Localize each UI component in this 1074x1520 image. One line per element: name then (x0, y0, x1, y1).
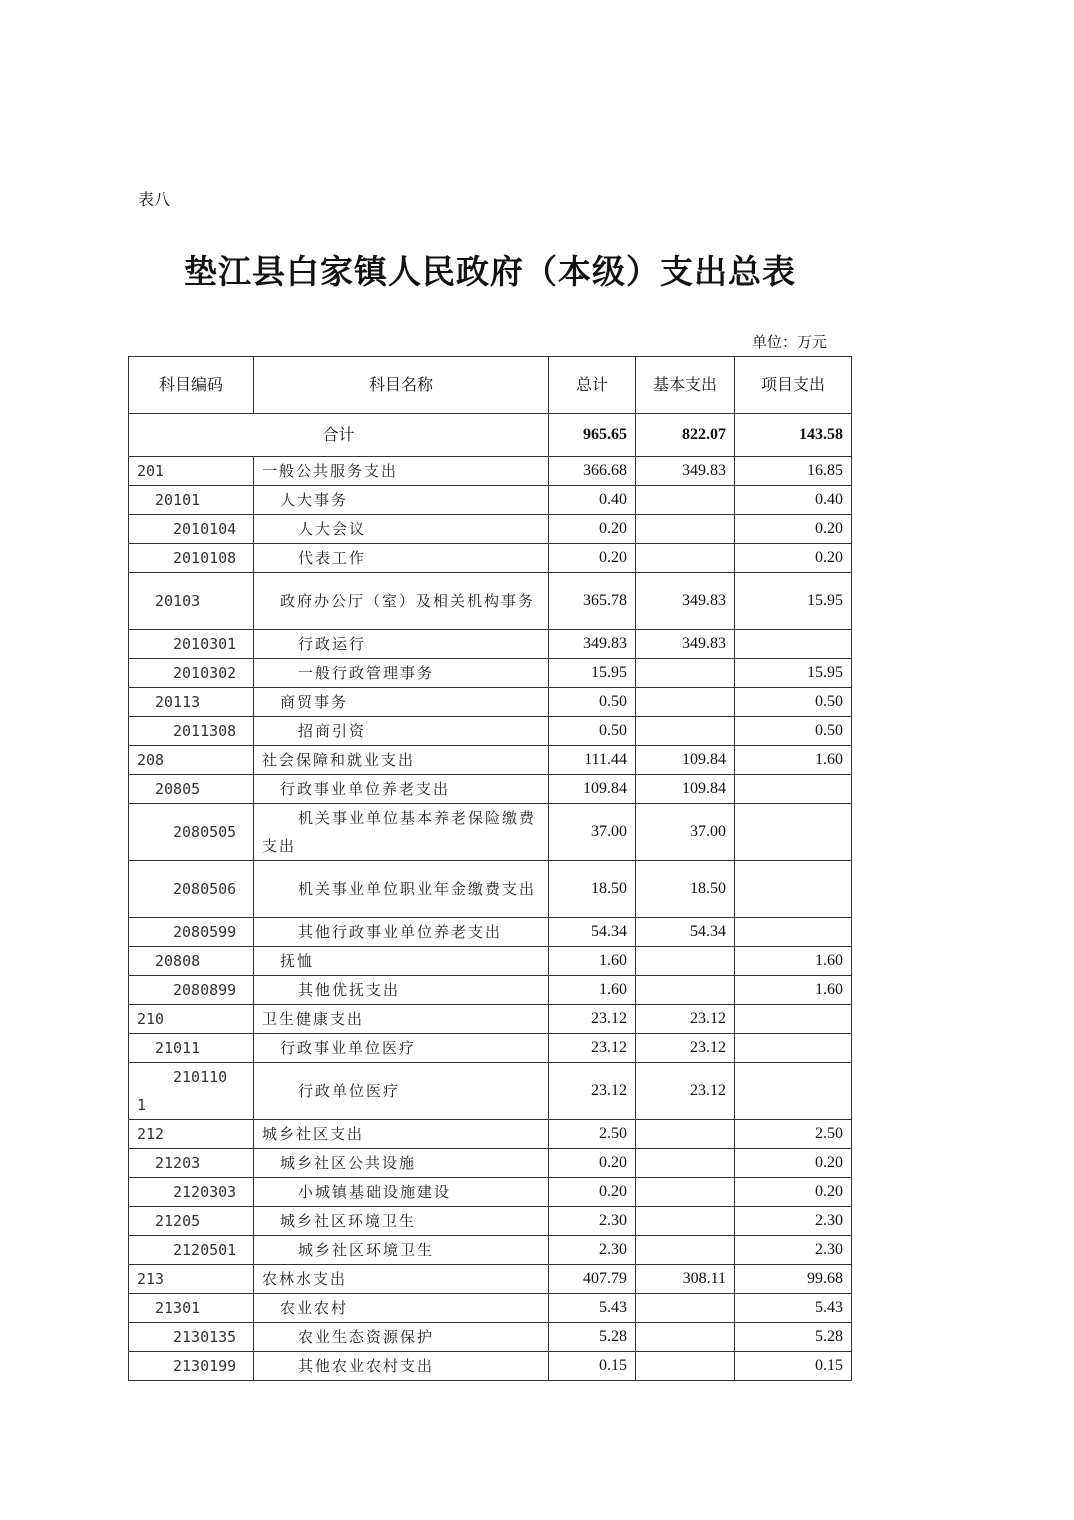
row-project: 5.43 (735, 1294, 852, 1323)
row-code: 2080506 (129, 861, 254, 918)
row-total: 2.30 (549, 1207, 636, 1236)
row-basic: 23.12 (636, 1063, 735, 1120)
row-project: 0.15 (735, 1352, 852, 1381)
table-row (129, 1034, 852, 1063)
row-project: 16.85 (735, 457, 852, 486)
row-project (735, 918, 852, 947)
row-code: 2080899 (129, 976, 254, 1005)
row-code (129, 1063, 254, 1120)
row-code: 208 (129, 746, 254, 775)
row-project: 0.20 (735, 1149, 852, 1178)
row-total: 18.50 (549, 861, 636, 918)
row-total: 407.79 (549, 1265, 636, 1294)
row-name: 小城镇基础设施建设 (254, 1178, 549, 1207)
row-name: 城乡社区支出 (254, 1120, 549, 1149)
row-name: 行政事业单位医疗 (254, 1034, 549, 1063)
row-total: 0.50 (549, 717, 636, 746)
row-project: 0.20 (735, 544, 852, 573)
table-row (129, 1149, 852, 1178)
row-total: 0.50 (549, 688, 636, 717)
row-code: 2010301 (129, 630, 254, 659)
row-project: 2.50 (735, 1120, 852, 1149)
total-label: 合计 (129, 414, 549, 457)
row-name: 招商引资 (254, 717, 549, 746)
row-code: 2080599 (129, 918, 254, 947)
row-name: 其他农业农村支出 (254, 1352, 549, 1381)
header-project: 项目支出 (735, 357, 852, 414)
table-row (129, 976, 852, 1005)
table-label: 表八 (138, 190, 171, 209)
row-code: 213 (129, 1265, 254, 1294)
row-project (735, 1063, 852, 1120)
row-code: 2120303 (129, 1178, 254, 1207)
table-row (129, 573, 852, 630)
row-name: 商贸事务 (254, 688, 549, 717)
row-name: 卫生健康支出 (254, 1005, 549, 1034)
table-row (129, 457, 852, 486)
table-row (129, 1063, 852, 1120)
row-basic (636, 486, 735, 515)
table-row (129, 688, 852, 717)
row-project (735, 1034, 852, 1063)
row-total: 5.28 (549, 1323, 636, 1352)
total-basic: 822.07 (636, 414, 735, 457)
row-code: 20103 (129, 573, 254, 630)
row-name: 城乡社区环境卫生 (254, 1207, 549, 1236)
row-project (735, 861, 852, 918)
row-code: 20101 (129, 486, 254, 515)
row-name: 城乡社区环境卫生 (254, 1236, 549, 1265)
row-project: 5.28 (735, 1323, 852, 1352)
row-name: 行政运行 (254, 630, 549, 659)
header-total: 总计 (549, 357, 636, 414)
row-project: 0.20 (735, 515, 852, 544)
row-name: 人大会议 (254, 515, 549, 544)
row-name: 代表工作 (254, 544, 549, 573)
row-basic (636, 1323, 735, 1352)
row-code: 2010302 (129, 659, 254, 688)
table-row (129, 1207, 852, 1236)
row-basic: 349.83 (636, 457, 735, 486)
row-basic: 349.83 (636, 573, 735, 630)
row-total: 0.20 (549, 515, 636, 544)
header-row (129, 357, 852, 414)
row-total: 37.00 (549, 804, 636, 861)
row-total: 365.78 (549, 573, 636, 630)
row-basic: 23.12 (636, 1005, 735, 1034)
table-row (129, 746, 852, 775)
row-total: 0.15 (549, 1352, 636, 1381)
row-total: 0.20 (549, 1178, 636, 1207)
row-code: 2010108 (129, 544, 254, 573)
row-name: 社会保障和就业支出 (254, 746, 549, 775)
row-total: 0.20 (549, 1149, 636, 1178)
row-project: 1.60 (735, 976, 852, 1005)
row-total: 23.12 (549, 1005, 636, 1034)
table-row (129, 1236, 852, 1265)
page-title: 垫江县白家镇人民政府（本级）支出总表 (184, 252, 796, 291)
table-row (129, 544, 852, 573)
row-project: 15.95 (735, 659, 852, 688)
row-name: 机关事业单位基本养老保险缴费支出 (254, 804, 549, 861)
row-project (735, 775, 852, 804)
row-code: 2130199 (129, 1352, 254, 1381)
row-name: 城乡社区公共设施 (254, 1149, 549, 1178)
row-basic (636, 515, 735, 544)
row-code: 21301 (129, 1294, 254, 1323)
row-basic: 18.50 (636, 861, 735, 918)
table-row (129, 1294, 852, 1323)
row-total: 2.30 (549, 1236, 636, 1265)
table-row (129, 515, 852, 544)
table-row (129, 1352, 852, 1381)
row-code: 21011 (129, 1034, 254, 1063)
row-total: 111.44 (549, 746, 636, 775)
row-total: 5.43 (549, 1294, 636, 1323)
table-row (129, 1323, 852, 1352)
expenditure-table (128, 356, 852, 1381)
row-project: 2.30 (735, 1236, 852, 1265)
row-project: 1.60 (735, 947, 852, 976)
row-name: 农业生态资源保护 (254, 1323, 549, 1352)
table-row (129, 630, 852, 659)
row-project (735, 630, 852, 659)
row-code: 2120501 (129, 1236, 254, 1265)
total-row (129, 414, 852, 457)
header-code: 科目编码 (129, 357, 254, 414)
row-basic (636, 976, 735, 1005)
row-name: 农业农村 (254, 1294, 549, 1323)
row-code: 210 (129, 1005, 254, 1034)
row-name: 抚恤 (254, 947, 549, 976)
table-row (129, 1005, 852, 1034)
row-basic (636, 947, 735, 976)
table-row (129, 659, 852, 688)
table-row (129, 486, 852, 515)
row-name: 政府办公厅（室）及相关机构事务 (254, 573, 549, 630)
row-code: 2010104 (129, 515, 254, 544)
table-row (129, 1178, 852, 1207)
row-basic (636, 1352, 735, 1381)
total-project: 143.58 (735, 414, 852, 457)
row-project: 1.60 (735, 746, 852, 775)
row-basic (636, 1178, 735, 1207)
row-code: 20805 (129, 775, 254, 804)
row-code: 21205 (129, 1207, 254, 1236)
row-project: 0.50 (735, 717, 852, 746)
table-row (129, 947, 852, 976)
row-code: 21203 (129, 1149, 254, 1178)
row-project (735, 1005, 852, 1034)
row-basic (636, 1236, 735, 1265)
row-name: 人大事务 (254, 486, 549, 515)
row-basic (636, 659, 735, 688)
row-project: 15.95 (735, 573, 852, 630)
row-total: 366.68 (549, 457, 636, 486)
row-basic (636, 717, 735, 746)
row-total: 0.20 (549, 544, 636, 573)
unit-label: 单位：万元 (752, 333, 828, 351)
row-total: 23.12 (549, 1034, 636, 1063)
table-row (129, 804, 852, 861)
row-basic (636, 1207, 735, 1236)
row-total: 109.84 (549, 775, 636, 804)
row-code: 2130135 (129, 1323, 254, 1352)
table-row (129, 717, 852, 746)
table-row (129, 918, 852, 947)
row-name: 农林水支出 (254, 1265, 549, 1294)
row-total: 1.60 (549, 976, 636, 1005)
row-project: 99.68 (735, 1265, 852, 1294)
row-basic (636, 1120, 735, 1149)
row-project: 0.50 (735, 688, 852, 717)
row-basic: 23.12 (636, 1034, 735, 1063)
row-basic (636, 688, 735, 717)
row-name: 其他优抚支出 (254, 976, 549, 1005)
row-code-part: 1 (137, 1096, 147, 1114)
row-name: 行政事业单位养老支出 (254, 775, 549, 804)
row-basic (636, 1294, 735, 1323)
row-basic: 109.84 (636, 775, 735, 804)
row-code: 2080505 (129, 804, 254, 861)
table-row (129, 775, 852, 804)
row-code: 20113 (129, 688, 254, 717)
row-name: 其他行政事业单位养老支出 (254, 918, 549, 947)
row-total: 349.83 (549, 630, 636, 659)
row-basic (636, 1149, 735, 1178)
row-project (735, 804, 852, 861)
row-name: 一般公共服务支出 (254, 457, 549, 486)
row-code-part: 210110 (173, 1068, 228, 1086)
row-name: 行政单位医疗 (254, 1063, 549, 1120)
row-total: 2.50 (549, 1120, 636, 1149)
header-name: 科目名称 (254, 357, 549, 414)
row-basic: 109.84 (636, 746, 735, 775)
table-row (129, 1265, 852, 1294)
row-code: 20808 (129, 947, 254, 976)
table-row (129, 1120, 852, 1149)
row-basic: 54.34 (636, 918, 735, 947)
row-total: 0.40 (549, 486, 636, 515)
row-total: 15.95 (549, 659, 636, 688)
row-total: 54.34 (549, 918, 636, 947)
row-basic: 37.00 (636, 804, 735, 861)
header-basic: 基本支出 (636, 357, 735, 414)
row-code: 212 (129, 1120, 254, 1149)
row-code: 2011308 (129, 717, 254, 746)
row-name: 机关事业单位职业年金缴费支出 (254, 861, 549, 918)
row-basic (636, 544, 735, 573)
table-row (129, 861, 852, 918)
row-total: 23.12 (549, 1063, 636, 1120)
row-basic: 308.11 (636, 1265, 735, 1294)
row-code: 201 (129, 457, 254, 486)
row-basic: 349.83 (636, 630, 735, 659)
total-sum: 965.65 (549, 414, 636, 457)
row-project: 0.40 (735, 486, 852, 515)
row-project: 0.20 (735, 1178, 852, 1207)
row-project: 2.30 (735, 1207, 852, 1236)
row-name: 一般行政管理事务 (254, 659, 549, 688)
row-total: 1.60 (549, 947, 636, 976)
